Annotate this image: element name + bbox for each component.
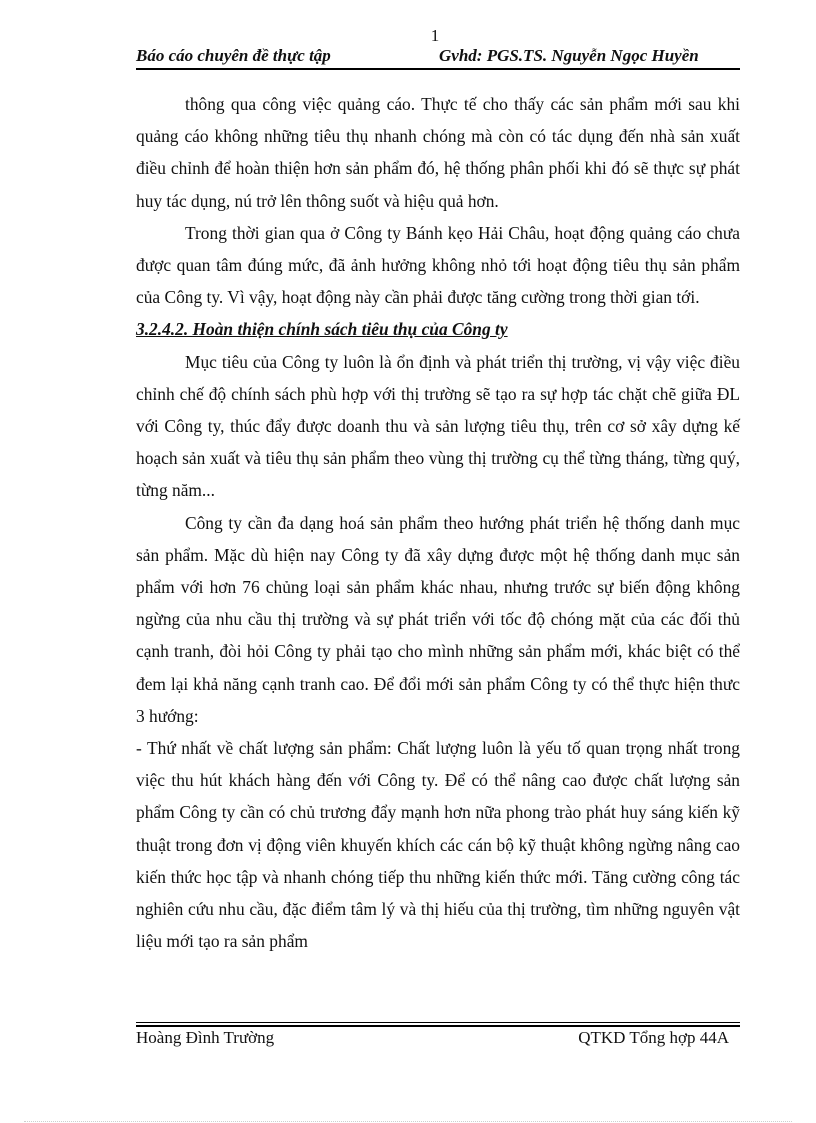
page-edge-divider	[24, 1121, 792, 1122]
page-header	[136, 46, 740, 70]
document-body	[136, 88, 740, 957]
footer-rule-thin	[136, 1022, 740, 1023]
section-heading: 3.2.4.2. Hoàn thiện chính sách tiêu thụ của Công ty	[136, 319, 508, 340]
paragraph-product-diversification: Công ty cần đa dạng hoá sản phẩm theo hướng phát triển hệ thống danh mục sản phẩm. Mặc dù hiện nay Công ty đã xây dựng được một hệ thống danh mục sản phẩm với hơn 76 chủng loại sản phẩm khác nhau, nhưng trước sự biến động không ngừng của nhu cầu thị trường và sự phát triển với tốc độ chóng mặt của các đối thủ cạnh tranh, đòi hỏi Công ty phải tạo cho mình những sản phẩm mới, khác biệt có thể đem lại khả năng cạnh tranh cao. Để đổi mới sản phẩm Công ty có thể thực hiện thưc 3 hướng:	[136, 512, 740, 726]
paragraph-advertising-effect: thông qua công việc quảng cáo. Thực tế cho thấy các sản phẩm mới sau khi quảng cáo không những tiêu thụ nhanh chóng mà còn có tác dụng đến nhà sản xuất điều chỉnh để hoàn thiện hơn sản phẩm đó, hệ thống phân phối khi đó sẽ thực sự phát huy tác dụng, nú trở lên thông suốt và hiệu quả hơn.	[136, 94, 740, 211]
footer-author: Hoàng Đình Trường	[136, 1028, 275, 1047]
header-report-title: Báo cáo chuyên đề thực tập	[136, 46, 331, 65]
page-number: 1	[430, 26, 440, 45]
paragraph-company-goal: Mục tiêu của Công ty luôn là ổn định và phát triển thị trường, vị vậy việc điều chỉnh chế độ chính sách phù hợp với thị trường sẽ tạo ra sự hợp tác chặt chẽ giữa ĐL với Công ty, thúc đẩy được doanh thu và sản lượng tiêu thụ, trên cơ sở xây dựng kế hoạch sản xuất và tiêu thụ sản phẩm theo vùng thị trường cụ thể từng tháng, từng quý, từng năm...	[136, 351, 740, 501]
footer-rule-thick	[136, 1025, 740, 1027]
page-footer	[136, 1028, 729, 1050]
paragraph-product-quality: - Thứ nhất về chất lượng sản phẩm: Chất lượng luôn là yếu tố quan trọng nhất trong việc thu hút khách hàng đến với Công ty. Để có thể nâng cao được chất lượng sản phẩm Công ty cần có chủ trương đẩy mạnh hơn nữa phong trào phát huy sáng kiến kỹ thuật trong đơn vị động viên khuyến khích các cán bộ kỹ thuật không ngừng nâng cao kiến thức học tập và nhanh chóng tiếp thu những kiến thức mới. Tăng cường công tác nghiên cứu nhu cầu, đặc điểm tâm lý và thị hiếu của thị trường, tìm những nguyên vật liệu mới tạo ra sản phẩm	[136, 738, 740, 952]
header-supervisor: Gvhd: PGS.TS. Nguyễn Ngọc Huyền	[439, 46, 699, 65]
paragraph-advertising-status: Trong thời gian qua ở Công ty Bánh kẹo Hải Châu, hoạt động quảng cáo chưa được quan tâm đúng mức, đã ảnh hưởng không nhỏ tới hoạt động tiêu thụ sản phẩm của Công ty. Vì vậy, hoạt động này cần phải được tăng cường trong thời gian tới.	[136, 222, 740, 308]
footer-class: QTKD Tổng hợp 44A	[578, 1028, 729, 1047]
